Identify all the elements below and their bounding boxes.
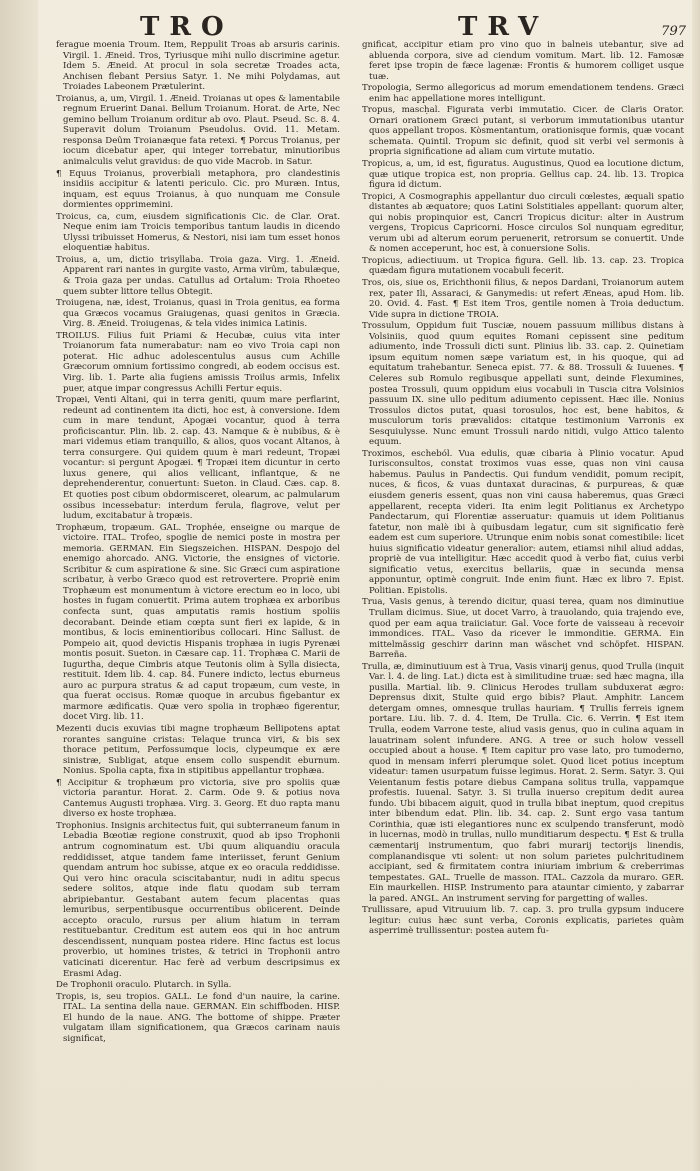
dictionary-entry: Trua, Vasis genus, à terendo dicitur, quasi terea, quam nos diminutiue Trullam dicimus. Siue, ut docet Varro, à trauolando, quia trajendo eve, quod per eam aqua traiiciatur. Gal. Voce forte de vaisseau à recevoir immondices. ITAL. Vaso da ricever le immonditie. GERMA. Ein mittelmässig geschirr darinn man wäschet vnd schöpfet. HISPAN. Barreña.: [362, 597, 684, 661]
dictionary-entry: Tropis, is, seu tropios. GALL. Le fond d'un nauire, la carine. ITAL. La sentina della naue. GERMAN. Ein schiffboden. HISP. El hundo de la naue. ANG. The bottome of shippe. Præter vulgatam illam significationem, qua Græcos carinam nauis significat,: [56, 991, 340, 1044]
page-number: 797: [661, 24, 686, 39]
dictionary-entry: Tropicus, adiectiuum. ut Tropica figura. Gell. lib. 13. cap. 23. Tropica quædam figura mutationem vocabuli fecerit.: [362, 255, 684, 277]
dictionary-entry: Tropologia, Sermo allegoricus ad morum emendationem tendens. Græci enim hac appellatione mores intelligunt.: [362, 83, 684, 104]
binding-gutter: [0, 0, 38, 1171]
running-head-right: TRV: [458, 12, 549, 42]
right-column: [362, 40, 684, 1160]
dictionary-entry: gnificat, accipitur etiam pro vino quo in balneis utebantur, sive ad abluenda corpora, sive ad ciendum vomitum. Mart. lib. 12. Famosæ feret ipse tropin de fæce lagenæ: Frontis & humorem colliget usque tuæ.: [362, 40, 684, 82]
dictionary-entry: Tropici, A Cosmographis appellantur duo circuli cœlestes, æquali spatio distantes ab æquatore; quos Latini Solstitiales appellant: quorum alter, qui nobis propinquior est, Cancri Tropicus dicitur: alter in Austrum vergens, Tropicus Capricorni. Hosce circulos Sol nunquam egreditur, verum ubi ad alterum eorum peruenerit, retrorsum se conuertit. Unde & nomen acceperunt, hoc est, à conuersione Solis.: [362, 191, 684, 255]
dictionary-entry: Troius, a, um, dictio trisyllaba. Troia gaza. Virg. 1. Æneid. Apparent rari nantes in gurgite vasto, Arma virûm, tabulæque, & Troia gaza per undas. Catullus ad Ortalum: Troia Rhoeteo quem subter littore tellus Obtegit.: [56, 254, 340, 297]
dictionary-entry: Tropicus, a, um, id est, figuratus. Augustinus, Quod ea locutione dictum, quæ utique tropica est, non propria. Gellius cap. 24. lib. 13. Tropica figura id dictum.: [362, 159, 684, 191]
dictionary-entry: ¶ Equus Troianus, proverbiali metaphora, pro clandestinis insidiis accipitur & latenti periculo. Cic. pro Muræn. Intus, inquam, est equus Troianus, à quo nunquam me Consule dormientes opprimemini.: [56, 168, 340, 211]
dictionary-entry: ¶ Accipitur & trophæum pro victoria, sive pro spoliis quæ victoria parantur. Horat. 2. Carm. Ode 9. & potius nova Cantemus Augusti trophæa. Virg. 3. Georg. Et duo rapta manu diverso ex hoste trophæa.: [56, 777, 340, 820]
dictionary-entry: Tros, ois, siue os, Erichthonii filius, & nepos Dardani, Troianorum autem rex, pater Ili, Assaraci, & Ganymedis: ut refert Æneas, apud Hom. lib. 20. Ovid. 4. Fast. ¶ Est item Tros, gentile nomen à Troia deductum. Vide supra in dictione TROIA.: [362, 278, 684, 320]
page-header: [0, 8, 700, 44]
dictionary-entry: Troximos, escheból. Vua edulis, quæ cibaria à Plinio vocatur. Apud Iurisconsultos, constat troximos vuas esse, quas non vini causa habemus. Paulus in Pandectis. Qui fundum vendidit, pomum recipit, nuces, & ficos, & vuas duntaxat duracinas, & purpureas, & quæ eiusdem generis essent, quas non vini causa haberemus, quas Græci appellarent, recepta videri. Ita enim legit Politianus ex Archetypo Pandectarum, qui Florentiæ asseruatur: quamuis ut idem Politianus fatetur, non malè ibi à quibusdam legatur, cum sit significatio ferè eadem est cum superiore. Utrunque enim nobis sonat comestibile: licet huius significatio videatur generalior: autem, etiamsi nihil aliud addas, propriè de vua intelligitur. Hæc accedit quod à verbo fiat, cuius verbi significatio vetus, exercitus bellariis, quæ in secunda mensa apponuntur, optimè congruit. Inde enim fiunt. Hæc ex libro 7. Epist. Politian. Epistolis.: [362, 448, 684, 596]
dictionary-entry: Tropus, mascḥal. Figurata verbi immutatio. Cicer. de Claris Orator. Ornari orationem Græci putant, si verborum immutationibus utantur quos appellant tropos. Kòsmentantum, orationisque formis, quæ vocant schemata. Quintil. Tropum sic definit, quod sit verbi vel sermonis à propria significatione ad aliam cum virtute mutatio.: [362, 105, 684, 158]
dictionary-entry: Trulla, æ, diminutiuum est à Trua, Vasis vinarij genus, quod Trulla (inquit Var. l. 4. de ling. Lat.) dicta est à similitudine truæ: sed hæc magna, illa pusilla. Martial. lib. 9. Clinicus Herodes trullam subduxerat ægro: Deprensus dixit, Stulte quid ergo bibis? Plaut. Amphitr. Lancem detergam omnes, omnesque trullas hauriam. ¶ Trullis ferreis ignem portare. Liu. lib. 7. d. 4. Item, De Trulla. Cic. 6. Verrin. ¶ Est item Trulla, eodem Varrone teste, aliud vasis genus, quo in culina aquam in lauatrinam solent infundere. ANG. A tree or such holow vessell occupied about a house. ¶ Item capitur pro vase lato, pro tumoderno, quod in mensam inferri plerumque solet. Quod licet potius inceptum videatur: tamen usurpatum fuisse legimus. Horat. 2. Serm. Satyr. 3. Qui Veientanum festis potare diebus Campana solitus trulla, vappamque profestis. Iuuenal. Satyr. 3. Si trulla inuerso crepitum dedit aurea fundo. Ubi bibacem aiguit, quod in trulla bibat ineptum, quod crepitus inter bibendum edat. Plin. lib. 34. cap. 2. Sunt ergo vasa tantum Corinthia, quæ isti elegantiores nunc ex sculpendo transferunt, modò in lucernas, modò in trullas, nullo munditiarum despectu. ¶ Est & trulla cæmentarij instrumentum, quo fabri murarij tectorijs linendis, complanandisque vti solent: ut non solum parietes pulchritudinem accipiant, sed & firmitatem contra iniuriam imbrium & creberrimas tempestates. GAL. Truelle de masson. ITAL. Cazzola da muraro. GER. Ein maurkellen. HISP. Instrumento para atauntar cimiento, y zabarrar la pared. ANGL. An instrument serving for pargetting of walles.: [362, 661, 684, 904]
dictionary-entry: Troiugena, næ, idest, Troianus, quasi in Troia genitus, ea forma qua Græcos vocamus Graiugenas, quasi genitos in Græcia. Virg. 8. Æneid. Troiugenas, & tela vides inimica Latinis.: [56, 298, 340, 330]
running-head-left: TRO: [140, 12, 234, 42]
dictionary-entry: Troianus, a, um, Virgil. 1. Æneid. Troianas ut opes & lamentabile regnum Eruerint Danai. Bellum Troianum. Horat. de Arte, Nec gemino bellum Troianum orditur ab ovo. Plaut. Pseud. Sc. 8. 4. Superavit dolum Troianum Pseudolus. Ovid. 11. Metam. responsa Deûm Troianæque fata retexi. ¶ Porcus Troianus, per iocum dicebatur aper, qui integer torrebatur, minutioribus animalculis velut gravidus: de quo vide Macrob. in Satur.: [56, 93, 340, 168]
dictionary-entry: Troicus, ca, cum, eiusdem significationis Cic. de Clar. Orat. Neque enim iam Troicis temporibus tantum laudis in dicendo Ulyssi tribuisset Homerus, & Nestori, nisi iam tum esset honos eloquentiæ habitus.: [56, 211, 340, 254]
dictionary-entry: Tropæi, Venti Altani, qui in terra geniti, quum mare perflarint, redeunt ad continentem ita dicti, hoc est, à conversione. Idem cum in mare tendunt, Apogæi vocantur, quod à terra proficiscantur. Plin. lib. 2. cap. 43. Namque & è nubibus, & è mari videmus etiam tranquillo, & alios, quos vocant Altanos, à terra consurgere. Qui quidem quum è mari redeunt, Tropæi vocantur: si pergunt Apogæi. ¶ Tropæi item dicuntur in certo luxus genere, qui alios vellicant, inflantque, & ne deprehenderentur, conuertunt: Sueton. in Claud. Cæs. cap. 8. Et quoties post cibum obdormisceret, olearum, ac palmularum ossibus incessebatur: interdum ferula, flagrove, velut per ludum, excitabatur à tropæis.: [56, 395, 340, 522]
page-edge: [692, 0, 700, 1171]
dictionary-entry: TROILUS. Filius fuit Priami & Hecubæ, cuius vita inter Troianorum fata numerabatur: nam eo vivo Troia capi non poterat. Hic adhuc adolescentulus ausus cum Achille Græcorum omnium fortissimo congredi, ab eodem occisus est. Virg. lib. 1. Parte alia fugiens amissis Troilus armis, Infelix puer, atque impar congressus Achilli Fertur equis.: [56, 330, 340, 394]
dictionary-entry: Trossulum, Oppidum fuit Tusciæ, nouem passuum millibus distans à Volsiniis, quod quum equites Romani cepissent sine peditum adiumento, inde Trossuli dicti sunt. Plinius lib. 33. cap. 2. Quinetiam ipsum equitum nomen sæpe variatum est, in his quoque, qui ad equitatum trahebantur. Seneca epist. 77. & 88. Trossuli & Iuuenes. ¶ Celeres sub Romulo regibusque appellati sunt, deinde Flexumines, postea Trossuli, quum oppidum eius vocabuli in Tuscia citra Volsinios passuum IX. sine ullo peditum adiumento cepissent. Hæc ille. Nonius Trossulos dictos putat, quasi torosulos, hoc est, bene habitos, & musculorum toris prævalidos: citatque testimonium Varronis ex Sesquiulysse. Nunc emunt Trossuli nardo nitidi, vulgo Attico talento equum.: [362, 321, 684, 448]
dictionary-entry: Trullissare, apud Vitruuium lib. 7. cap. 3. pro trulla gypsum inducere legitur: cuius hæc sunt verba, Coronis explicatis, parietes quàm asperrimè trullissentur: postea autem fu-: [362, 905, 684, 937]
dictionary-entry: Trophæum, tropæum. GAL. Trophée, enseigne ou marque de victoire. ITAL. Trofeo, spoglie de nemici poste in mostra per memoria. GERMAN. Ein Siegszeichen. HISPAN. Despojo del enemigo ahorcado. ANG. Victorie, the ensignes of victorie. Scribitur & cum aspiratione & sine. Sic Græci cum aspiratione scribatur, à verbo Græco quod est retrovertere. Propriè enim Trophæum est monumentum à victore erectum eo in loco, ubi hostes in fugam conuertit. Prima autem trophæa ex arboribus confecta sunt, quas amputatis ramis hostium spoliis decorabant. Deinde etiam cœpta sunt fieri ex lapide, & in montibus, & locis eminentioribus collocari. Hinc Sallust. de Pompeio ait, quod devictis Hispanis trophæa in iugis Pyrenæi montis posuit. Sueton. in Cæsare cap. 11. Trophæa C. Marii de Iugurtha, deque Cimbris atque Teutonis olim à Sylla disiecta, restituit. Idem lib. 4. cap. 84. Funere indicto, lectus eburneus auro ac purpura stratus & ad caput tropæum, cum veste, in qua fuerat occisus. Romæ quoque in arcubus figebantur ex marmore ædificatis. Quæ vero spolia in trophæo figerentur, docet Virg. lib. 11.: [56, 522, 340, 723]
dictionary-entry: Mezenti ducis exuvias tibi magne trophæum Bellipotens aptat rorantes sanguine cristas: Telaque trunca viri, & bis sex thorace petitum, Perfossumque locis, clypeumque ex ære sinistræ, Subligat, atque ensem collo suspendit eburnum. Nonius. Spolia capta, fixa in stipitibus appellantur trophæa.: [56, 724, 340, 777]
left-column: [56, 40, 340, 1160]
dictionary-entry: Trophonius. Insignis architectus fuit, qui subterraneum fanum in Lebadia Bœotiæ regione construxit, quod ab ipso Trophonii antrum cognominatum est. Ubi quum aliquandiu oracula reddidisset, atque tandem fame interiisset, ferunt Genium quendam antrum hoc subisse, atque ex eo oracula reddidisse. Qui vero hinc oracula sciscitabantur, nudi in aditu specus sedere solitos, atque inde flatu quodam sub terram abripiebantur. Gestabant autem fecum placentas quas lemuribus, serpentibusque occurrentibus obiicerent. Deinde accepto oraculo, rursus per alium hiatum in terram restituebantur. Creditum est autem eos qui in hoc antrum descendissent, nunquam postea ridere. Hinc factus est locus proverbio, ut homines tristes, & tetrici in Trophonii antro vaticinati dicerentur. Hac ferè ad verbum descripsimus ex Erasmi Adag.: [56, 820, 340, 979]
dictionary-entry: De Trophonii oraculo. Plutarch. in Sylla.: [56, 980, 232, 991]
dictionary-entry: ferague moenia Troum. Item, Reppulit Troas ab arsuris carinis. Virgil. 1. Æneid. Tros, Tyriusque mihi nullo discrimine agetur. Idem 5. Æneid. At procul in sola secretæ Troades acta, Anchisen flebant Persius Satyr. 1. Ne mihi Polydamas, aut Troiades Labeonem Prætulerint.: [56, 40, 340, 93]
